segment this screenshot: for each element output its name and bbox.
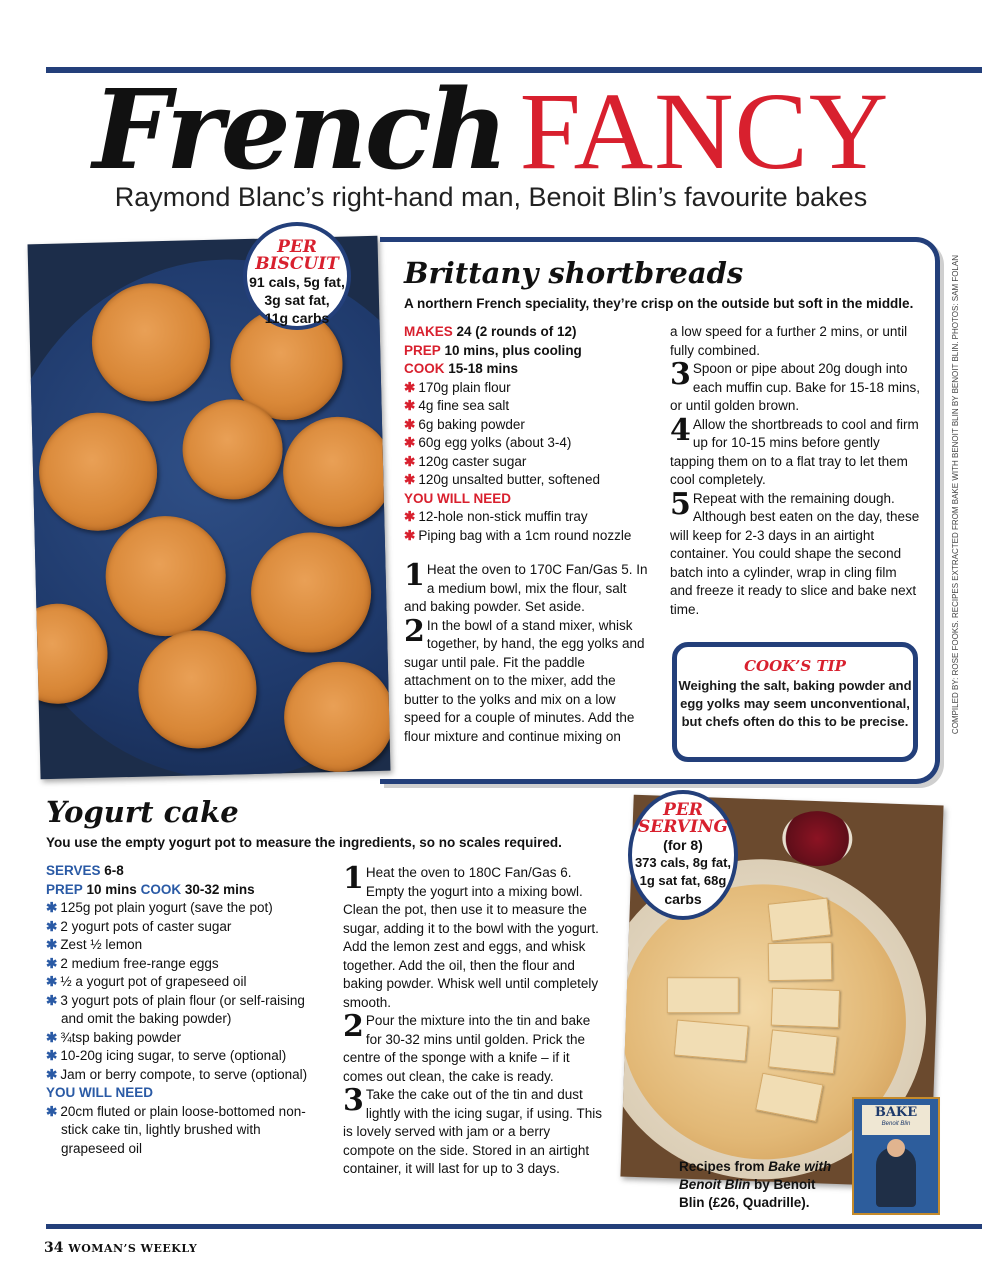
badge-title: SERVING <box>638 817 728 837</box>
ingredient-item: ✱ Zest ½ lemon <box>46 937 143 952</box>
method-step: 1 Heat the oven to 170C Fan/Gas 5. In a medium bowl, mix the flour, salt and baking powder. Set aside. <box>404 558 648 614</box>
tip-title: COOK’S TIP <box>744 657 846 675</box>
yogurt-title: Yogurt cake <box>46 795 239 829</box>
serves-value: 6-8 <box>104 863 124 878</box>
method-step: 3 Take the cake out of the tin and dust lightly with the icing sugar, if using. This is lovely served with jam or a berry compote on the side. Stored in an airtight container, it will last for up to 3 days. <box>343 1083 602 1176</box>
ingredient-item: ✱ 120g caster sugar <box>404 453 527 469</box>
prep-value: 10 mins <box>86 881 137 897</box>
title-fancy: FANCY <box>519 70 890 192</box>
equipment-item: ✱ 12-hole non-stick muffin tray <box>404 509 588 524</box>
nutrition-badge-biscuit <box>243 222 351 330</box>
need-label: YOU WILL NEED <box>46 1085 154 1100</box>
ingredient-item: ✱ ½ a yogurt pot of grapeseed oil <box>46 974 247 989</box>
cake-slice <box>771 988 840 1028</box>
badge-title: PER <box>663 800 703 820</box>
book-caption: Recipes from Bake with Benoit Blin by Benoit Blin (£26, Quadrille). <box>679 1159 832 1210</box>
need-label: YOU WILL NEED <box>404 490 512 506</box>
badge-title: PER <box>277 237 317 257</box>
chef-face <box>887 1139 905 1157</box>
cook-label: COOK <box>404 361 445 376</box>
prep-label: PREP <box>46 881 83 897</box>
method-step-continued: a low speed for a further 2 mins, or until fully combined. <box>670 324 908 358</box>
yogurt-left-column <box>46 862 318 1158</box>
page-number: 34 <box>44 1240 64 1256</box>
yogurt-intro: You use the empty yogurt pot to measure the ingredients, so no scales required. <box>46 835 562 850</box>
badge-line: 91 cals, 5g fat, <box>249 274 345 290</box>
book-cover-title: BAKE Benoit Blin <box>862 1105 930 1135</box>
badge-line: 373 cals, 8g fat, <box>634 855 732 870</box>
makes-value: 24 (2 rounds of 12) <box>456 324 577 339</box>
equipment-item: ✱ Piping bag with a 1cm round nozzle <box>404 527 632 543</box>
cooks-tip-box <box>672 642 918 762</box>
badge-title: BISCUIT <box>255 254 339 274</box>
book-cover <box>852 1097 940 1215</box>
yogurt-method-column <box>343 861 605 1179</box>
method-step: 1 Heat the oven to 180C Fan/Gas 6. Empty the yogurt into a mixing bowl. Clean the pot, then use it to measure the sugar, adding it to the bowl with the yogurt. Add the lemon zest and eggs, and whisk together. Add the oil, then the flour and baking powder. Whisk well until completely smooth. <box>343 861 599 1010</box>
badge-line: 1g sat fat, 68g <box>639 873 727 888</box>
jam-bowl <box>781 810 853 867</box>
ingredient-item: ✱ ¾tsp baking powder <box>46 1029 182 1045</box>
cook-value: 15-18 mins <box>448 361 519 376</box>
ingredient-item: ✱ 125g pot plain yogurt (save the pot) <box>46 900 273 915</box>
ingredient-item: ✱ 170g plain flour <box>404 379 511 395</box>
badge-line: 3g sat fat, <box>264 292 330 308</box>
ingredient-item: ✱ 60g egg yolks (about 3-4) <box>404 435 572 450</box>
ingredient-item: ✱ 6g baking powder <box>404 416 525 432</box>
shortbread-left-column <box>404 323 650 746</box>
method-step: 3 Spoon or pipe about 20g dough into each muffin cup. Bake for 15-18 mins, or until golden brown. <box>670 357 920 413</box>
bottom-rule <box>46 1224 982 1229</box>
cake-slice <box>667 977 739 1013</box>
ingredient-item: ✱ 3 yogurt pots of plain flour (or self-raising and omit the baking powder) <box>46 992 305 1026</box>
cake-slice <box>768 1029 838 1074</box>
ingredient-item: ✱ 10-20g icing sugar, to serve (optional) <box>46 1048 287 1063</box>
badge-line: carbs <box>664 891 702 907</box>
makes-label: MAKES <box>404 324 453 339</box>
shortbread-title: Brittany shortbreads <box>404 256 744 290</box>
equipment-item: ✱ 20cm fluted or plain loose-bottomed non-stick cake tin, lightly brushed with grapeseed oil <box>46 1103 306 1156</box>
cook-label: COOK <box>140 881 182 897</box>
page-subtitle: Raymond Blanc’s right-hand man, Benoit Blin’s favourite bakes <box>114 182 868 212</box>
method-step: 2 Pour the mixture into the tin and bake for 30-32 mins until golden. Prick the centre of the sponge with a knife – if it comes out clean, the cake is ready. <box>343 1009 591 1084</box>
prep-value: 10 mins, plus cooling <box>444 342 582 358</box>
serves-label: SERVES <box>46 863 101 878</box>
cake-slice <box>768 942 833 981</box>
cake-slice <box>768 898 832 942</box>
ingredient-item: ✱ 4g fine sea salt <box>404 398 510 413</box>
nutrition-badge-serving <box>628 790 738 920</box>
tip-text: Weighing the salt, baking powder and egg yolks may seem unconventional, but chefs often do this to be precise. <box>678 678 912 729</box>
prep-label: PREP <box>404 342 441 358</box>
ingredient-item: ✱ 2 yogurt pots of caster sugar <box>46 918 232 934</box>
shortbread-intro: A northern French speciality, they’re crisp on the outside but soft in the middle. <box>404 296 914 311</box>
photo-credits: COMPILED BY: ROSE FOOKS. RECIPES EXTRACTED FROM BAKE WITH BENOIT BLIN BY BENOIT BLIN. PHOTOS: SAM FOLAN <box>951 255 960 735</box>
cook-value: 30-32 mins <box>184 881 255 897</box>
cake-slice <box>674 1019 749 1061</box>
ingredient-item: ✱ 120g unsalted butter, softened <box>404 472 600 487</box>
title-french: French <box>92 65 506 194</box>
ingredient-item: ✱ 2 medium free-range eggs <box>46 955 219 971</box>
badge-line: 11g carbs <box>264 310 330 326</box>
method-step: 2 In the bowl of a stand mixer, whisk together, by hand, the egg yolks and sugar until pale. Fit the paddle attachment on to the mixer, add the butter to the yolks and mix on a low speed for a couple of minutes. Add the flour mixture and continue mixing on <box>404 613 645 744</box>
method-step: 5 Repeat with the remaining dough. Although best eaten on the day, these will keep for 2-3 days in an airtight container. You could shape the second batch into a cylinder, wrap in cling film and freeze it ready to slice and bake next time. <box>670 486 920 617</box>
shortbread-right-column <box>670 323 920 619</box>
page-title <box>0 65 982 194</box>
method-step: 4 Allow the shortbreads to cool and firm up for 10-15 mins before gently tapping them on to a flat tray to let them cool completely. <box>670 412 919 487</box>
badge-line: (for 8) <box>663 837 703 853</box>
page-footer <box>44 1240 197 1256</box>
ingredient-item: ✱ Jam or berry compote, to serve (optional) <box>46 1066 308 1082</box>
magazine-name: WOMAN’S WEEKLY <box>68 1242 198 1255</box>
